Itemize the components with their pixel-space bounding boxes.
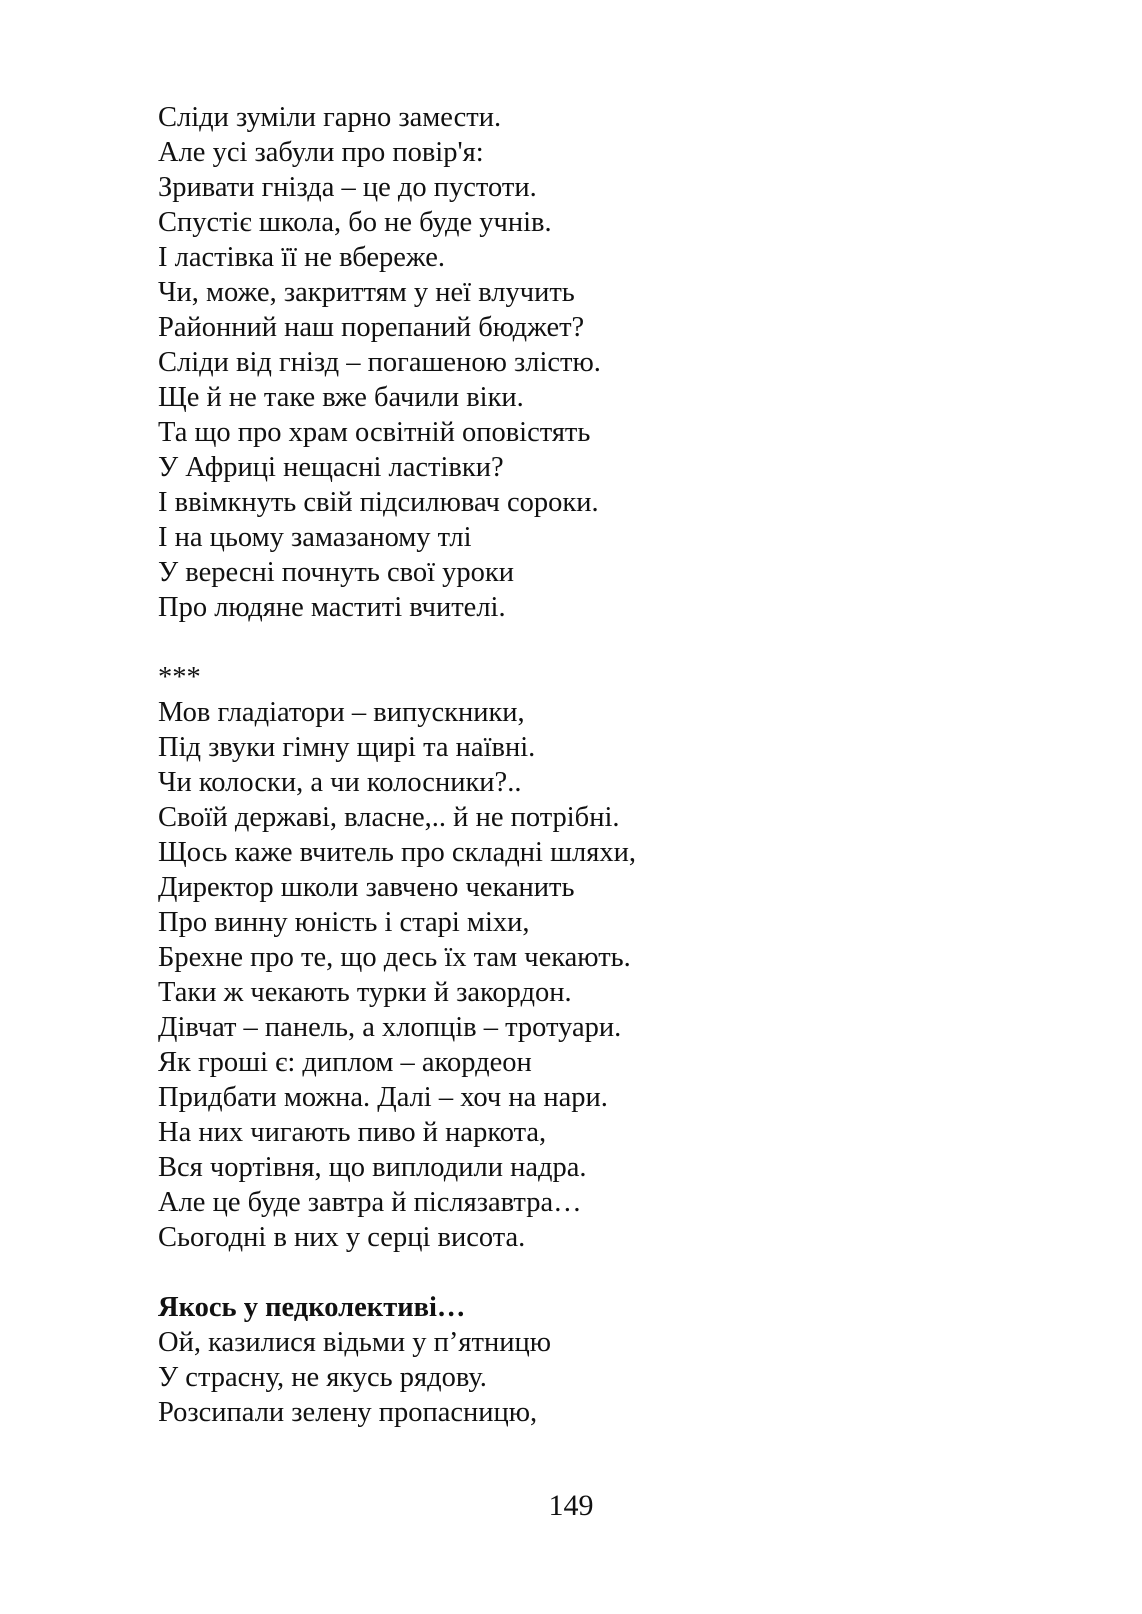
poem-line: Районний наш порепаний бюджет? bbox=[158, 312, 585, 343]
poem-line: І ввімкнуть свій підсилювач сороки. bbox=[158, 487, 599, 518]
poem-line: Сліди від гнізд – погашеною злістю. bbox=[158, 347, 601, 378]
poem-line: Ой, казилися відьми у п’ятницю bbox=[158, 1327, 552, 1358]
poem-line: Про людяне маститі вчителі. bbox=[158, 592, 506, 623]
poem-line: І на цьому замазаному тлі bbox=[158, 522, 472, 553]
poem-line: Але це буде завтра й післязавтра… bbox=[158, 1187, 582, 1218]
poem-line: Але усі забули про повір'я: bbox=[158, 137, 484, 168]
poem-line: Чи, може, закриттям у неї влучить bbox=[158, 277, 575, 308]
poem-line: Директор школи завчено чеканить bbox=[158, 872, 575, 903]
poem-line: Мов гладіатори – випускники, bbox=[158, 697, 525, 728]
poem-text-block bbox=[158, 100, 1058, 1430]
poem-line: Сьогодні в них у серці висота. bbox=[158, 1222, 526, 1253]
poem-line: Ще й не таке вже бачили віки. bbox=[158, 382, 524, 413]
poem-line: Розсипали зелену пропасницю, bbox=[158, 1397, 538, 1428]
poem-line: Таки ж чекають турки й закордон. bbox=[158, 977, 572, 1008]
poem-2 bbox=[158, 695, 1058, 1255]
poem-line: Про винну юність і старі міхи, bbox=[158, 907, 530, 938]
poem-line: Своїй державі, власне,.. й не потрібні. bbox=[158, 802, 620, 833]
poem-line: Брехне про те, що десь їх там чекають. bbox=[158, 942, 631, 973]
poem-line: Дівчат – панель, а хлопців – тротуари. bbox=[158, 1012, 622, 1043]
poem-line: У Африці нещасні ластівки? bbox=[158, 452, 504, 483]
stanza-gap bbox=[158, 1255, 1058, 1290]
stanza-gap bbox=[158, 625, 1058, 660]
poem-line: Сліди зуміли гарно замести. bbox=[158, 102, 502, 133]
poem-line: У страсну, не якусь рядову. bbox=[158, 1362, 487, 1393]
poem-line: На них чигають пиво й наркота, bbox=[158, 1117, 547, 1148]
poem-title: Якось у педколективі… bbox=[158, 1292, 466, 1323]
poem-line: Щось каже вчитель про складні шляхи, bbox=[158, 837, 636, 868]
poem-line: У вересні почнуть свої уроки bbox=[158, 557, 515, 588]
poem-line: Під звуки гімну щирі та наївні. bbox=[158, 732, 536, 763]
section-separator: *** bbox=[158, 662, 201, 693]
poem-line: Зривати гнізда – це до пустоти. bbox=[158, 172, 537, 203]
poem-3 bbox=[158, 1290, 1058, 1430]
poem-1 bbox=[158, 100, 1058, 625]
poem-line: І ластівка її не вбереже. bbox=[158, 242, 445, 273]
page-number: 149 bbox=[548, 1489, 594, 1522]
poem-line: Як гроші є: диплом – акордеон bbox=[158, 1047, 532, 1078]
poem-line: Придбати можна. Далі – хоч на нари. bbox=[158, 1082, 608, 1113]
poem-line: Чи колоски, а чи колосники?.. bbox=[158, 767, 522, 798]
poem-line: Вся чортівня, що виплодили надра. bbox=[158, 1152, 587, 1183]
poem-line: Та що про храм освітній оповістять bbox=[158, 417, 591, 448]
poem-line: Спустіє школа, бо не буде учнів. bbox=[158, 207, 552, 238]
